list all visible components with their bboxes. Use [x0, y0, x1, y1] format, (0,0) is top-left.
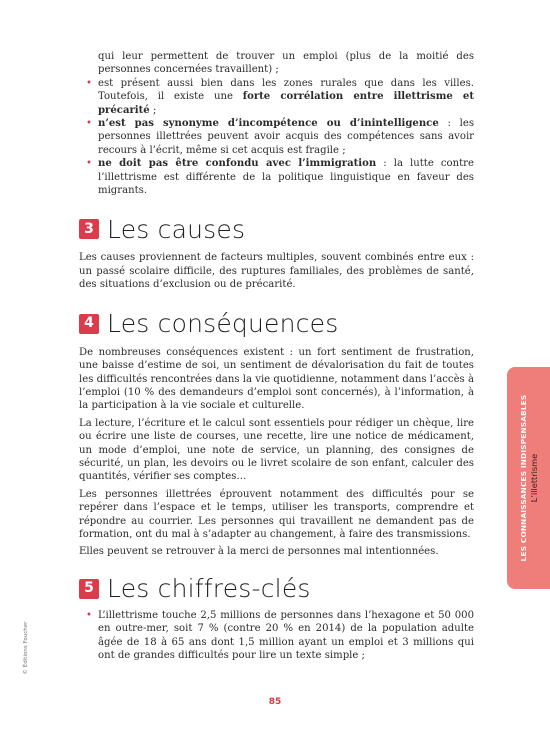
page-number: 85	[268, 697, 282, 707]
bold-emphasis: forte corrélation entre illettrisme et précarité	[98, 91, 474, 116]
paragraph: Les personnes illettrées éprouvent notamment des difficultés pour se repérer dans l’espace et le temps, utiliser les transports, comprendre et répondre au courrier. Les personnes qui travaillent ne demandent pas de formation, ont du mal à s’adapter au changement, à faire des transmissions.	[79, 488, 474, 540]
section-number-badge: 5	[79, 579, 99, 599]
bold-emphasis: ne doit pas être confondu avec l’immigration	[98, 158, 377, 170]
bold-emphasis: n’est pas synonyme d’incompétence ou d’inintelligence	[98, 118, 439, 130]
key-figures-list	[79, 609, 474, 663]
paragraph: Les causes proviennent de facteurs multiples, souvent combinés entre eux : un passé scolaire difficile, des ruptures familiales, des problèmes de santé, des situations d’exclusion ou de précarité.	[79, 252, 474, 291]
list-item: • ne doit pas être confondu avec l’immigration : la lutte contre l’illettrisme est différente de la politique linguistique en faveur des migrants.	[86, 158, 474, 197]
section-number-badge: 3	[79, 219, 99, 239]
paragraph: La lecture, l’écriture et le calcul sont essentiels pour rédiger un chèque, lire ou écrire une liste de courses, une recette, lire une notice de médicament, un mode d’emploi, une note de service, un planning, des consignes de sécurité, un plan, les devoirs ou le livret scolaire de son enfant, calculer des quantités, vérifier ses comptes…	[79, 417, 474, 483]
copyright-notice: © Éditions Foucher	[23, 621, 29, 675]
section-heading-key-figures	[79, 574, 474, 604]
bullet-icon: •	[86, 118, 92, 130]
bullet-icon: •	[86, 77, 92, 89]
list-item: • L’illettrisme touche 2,5 millions de personnes dans l’hexagone et 50 000 en outre-mer, soit 7 % (contre 20 % en 2014) de la population adulte âgée de 18 à 65 ans dont 1,5 million ayant un emploi et 3 millions qui ont de grandes difficultés pour lire un texte simple ;	[86, 609, 474, 661]
chapter-side-tab	[507, 367, 550, 589]
section-heading-causes	[79, 214, 474, 244]
section-title: Les causes	[107, 214, 246, 244]
intro-bullet-list	[79, 77, 474, 198]
list-item: • n’est pas synonyme d’incompétence ou d’inintelligence : les personnes illettrées peuvent avoir acquis des compétences sans avoir recours à l’écrit, même si cet acquis est fragile ;	[86, 118, 474, 156]
section-number-badge: 4	[79, 314, 99, 334]
section-heading-consequences	[79, 308, 474, 338]
intro-continuation: qui leur permettent de trouver un emploi (plus de la moitié des personnes concernées travaillent) ;	[98, 51, 474, 76]
side-tab-chapter: L’illettrisme	[528, 453, 539, 503]
paragraph: Elles peuvent se retrouver à la merci de personnes mal intentionnées.	[79, 546, 439, 558]
paragraph: De nombreuses conséquences existent : un fort sentiment de frustration, une baisse d’estime de soi, un sentiment de dévalorisation du fait de toutes les difficultés rencontrées dans la vie quotidienne, notamment dans l’accès à l’emploi (10 % des demandeurs d’emploi sont concernés), à l’information, à la participation à la vie sociale et culturelle.	[79, 346, 474, 412]
main-content	[79, 50, 474, 662]
section-title: Les chiffres-clés	[107, 574, 311, 604]
section-title: Les conséquences	[107, 308, 339, 338]
bullet-icon: •	[86, 158, 92, 170]
bullet-icon: •	[86, 609, 92, 621]
side-tab-category: LES CONNAISSANCES INDISPENSABLES	[518, 394, 528, 562]
list-item: • est présent aussi bien dans les zones rurales que dans les villes. Toutefois, il existe une forte corrélation entre illettrisme et précarité ;	[86, 77, 474, 116]
